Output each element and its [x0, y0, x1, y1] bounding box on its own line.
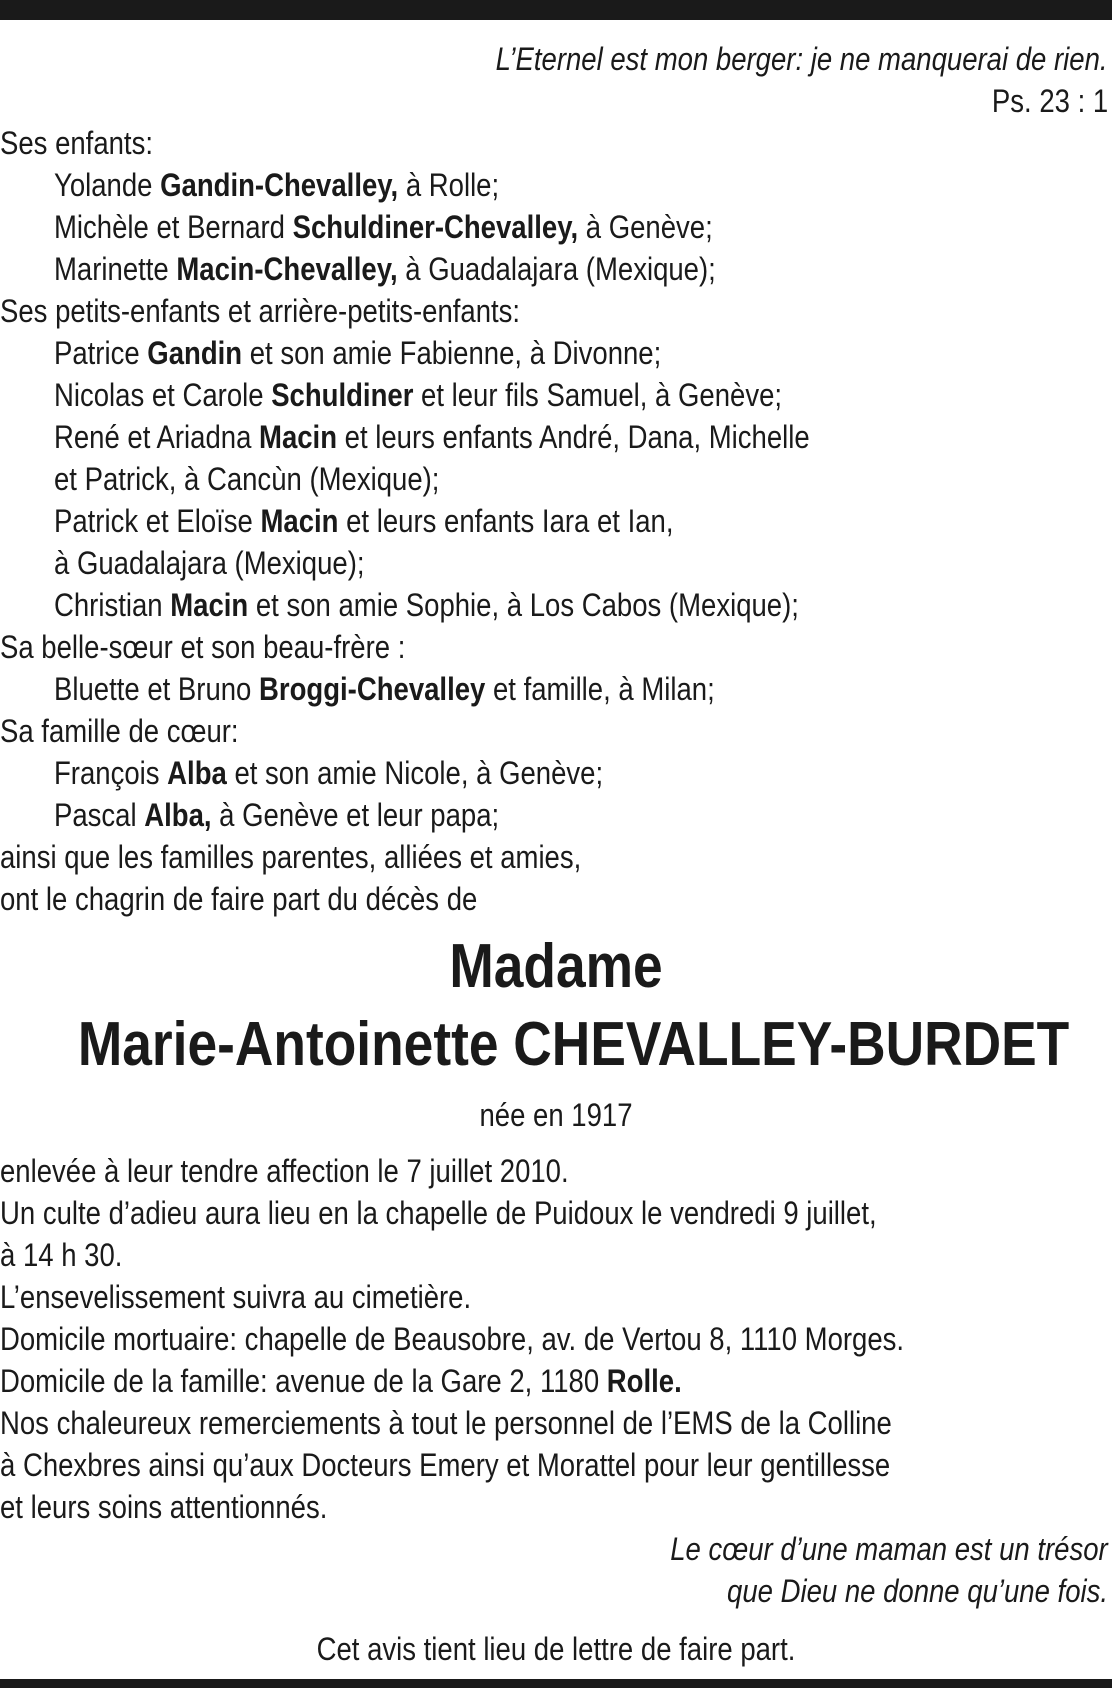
top-rule — [0, 0, 1112, 20]
bottom-rule — [0, 1679, 1112, 1688]
detail-line: Domicile mortuaire: chapelle de Beausobre, av. de Vertou 8, 1110 Morges. — [0, 1321, 905, 1357]
closing-line: ont le chagrin de faire part du décès de — [0, 881, 478, 917]
family-entry: René et Ariadna Macin et leurs enfants André, Dana, Michelle — [54, 419, 810, 455]
closing-quote-line: que Dieu ne donne qu’une fois. — [727, 1573, 1108, 1609]
detail-line: à 14 h 30. — [0, 1237, 123, 1273]
thanks-line: à Chexbres ainsi qu’aux Docteurs Emery et Morattel pour leur gentillesse — [0, 1447, 891, 1483]
family-entry-continued: et Patrick, à Cancùn (Mexique); — [54, 461, 440, 497]
thanks-line: et leurs soins attentionnés. — [0, 1489, 328, 1525]
deceased-title: Madame — [449, 932, 663, 1001]
detail-line: Un culte d’adieu aura lieu en la chapelle de Puidoux le vendredi 9 juillet, — [0, 1195, 877, 1231]
closing-line: ainsi que les familles parentes, alliées et amies, — [0, 839, 582, 875]
in-laws-heading: Sa belle-sœur et son beau-frère : — [0, 629, 406, 665]
family-entry: Patrice Gandin et son amie Fabienne, à Divonne; — [54, 335, 662, 371]
epigraph-reference: Ps. 23 : 1 — [991, 83, 1108, 119]
family-entry: François Alba et son amie Nicole, à Genève; — [54, 755, 604, 791]
thanks-line: Nos chaleureux remerciements à tout le personnel de l’EMS de la Colline — [0, 1405, 892, 1441]
grandchildren-heading: Ses petits-enfants et arrière-petits-enfants: — [0, 293, 521, 329]
family-home-line: Domicile de la famille: avenue de la Gare 2, 1180 Rolle. — [0, 1363, 682, 1399]
family-entry: Michèle et Bernard Schuldiner-Chevalley, à Genève; — [54, 209, 713, 245]
notice-line: Cet avis tient lieu de lettre de faire part. — [316, 1631, 796, 1667]
deceased-name: Marie-Antoinette CHEVALLEY-BURDET — [77, 1010, 1070, 1079]
family-entry: Bluette et Bruno Broggi-Chevalley et famille, à Milan; — [54, 671, 715, 707]
family-entry: Patrick et Eloïse Macin et leurs enfants Iara et Ian, — [54, 503, 674, 539]
family-entry: Marinette Macin-Chevalley, à Guadalajara (Mexique); — [54, 251, 716, 287]
family-entry: Yolande Gandin-Chevalley, à Rolle; — [54, 167, 500, 203]
closing-quote-line: Le cœur d’une maman est un trésor — [670, 1531, 1108, 1567]
family-entry: Pascal Alba, à Genève et leur papa; — [54, 797, 500, 833]
children-heading: Ses enfants: — [0, 125, 153, 161]
deceased-birth: née en 1917 — [479, 1097, 633, 1133]
heart-family-heading: Sa famille de cœur: — [0, 713, 239, 749]
detail-line: enlevée à leur tendre affection le 7 juillet 2010. — [0, 1153, 569, 1189]
family-entry-continued: à Guadalajara (Mexique); — [54, 545, 365, 581]
detail-line: L’ensevelissement suivra au cimetière. — [0, 1279, 472, 1315]
family-entry: Christian Macin et son amie Sophie, à Los Cabos (Mexique); — [54, 587, 799, 623]
epigraph-quote: L’Eternel est mon berger: je ne manquerai de rien. — [496, 41, 1108, 77]
family-entry: Nicolas et Carole Schuldiner et leur fils Samuel, à Genève; — [54, 377, 783, 413]
